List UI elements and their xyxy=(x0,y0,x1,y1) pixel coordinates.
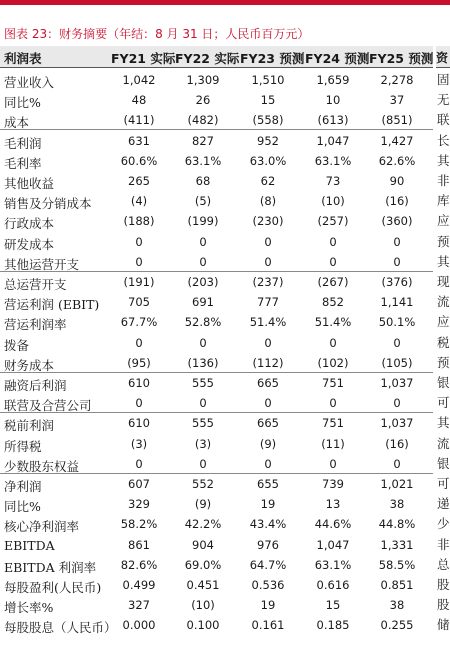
table-cell: 38 xyxy=(389,497,405,512)
table-cell: 15 xyxy=(325,598,341,613)
row-label: 同比% xyxy=(4,499,41,515)
adjacent-table-cell: 非 xyxy=(437,536,450,552)
table-cell: 63.1% xyxy=(314,153,352,168)
table-cell: 38 xyxy=(389,598,405,613)
table-cell: 0 xyxy=(135,335,143,350)
row-label: 研发成本 xyxy=(4,236,55,252)
table-row xyxy=(0,211,433,231)
table-cell: (10) xyxy=(321,194,345,209)
adjacent-table-cell: 流 xyxy=(437,435,450,451)
table-cell: 43.4% xyxy=(249,517,287,532)
table-cell: 51.4% xyxy=(249,315,287,330)
table-cell: 48 xyxy=(131,93,147,108)
table-cell: 1,047 xyxy=(316,537,350,552)
table-row xyxy=(0,232,433,252)
row-label: 净利润 xyxy=(4,479,42,494)
table-cell: 0 xyxy=(199,234,207,249)
table-row xyxy=(0,90,433,110)
row-label: 其他收益 xyxy=(4,176,55,191)
table-cell: (411) xyxy=(123,113,155,128)
table-cell: (16) xyxy=(385,436,409,451)
table-cell: (237) xyxy=(252,275,284,289)
table-cell: 19 xyxy=(260,497,276,512)
table-cell: 0.161 xyxy=(251,618,285,633)
row-label: 联营及合营公司 xyxy=(4,398,92,414)
row-label: 成本 xyxy=(4,115,30,131)
table-cell: 51.4% xyxy=(314,315,352,330)
row-label: 融资后利润 xyxy=(4,378,67,393)
table-cell: 1,047 xyxy=(316,133,350,148)
column-header: FY25 预测 xyxy=(369,51,434,66)
table-cell: 852 xyxy=(322,295,344,310)
table-cell: 0 xyxy=(329,396,337,411)
table-cell: 607 xyxy=(128,477,150,491)
table-cell: 705 xyxy=(128,295,150,310)
table-cell: (191) xyxy=(123,275,155,289)
table-cell: 861 xyxy=(128,537,150,552)
column-header: FY21 实际 xyxy=(111,51,176,66)
table-cell: 610 xyxy=(128,416,150,431)
adjacent-table-cell: 联 xyxy=(437,112,450,128)
table-cell: 0 xyxy=(135,254,143,269)
row-label: 财务成本 xyxy=(4,357,55,373)
adjacent-table-header: 资 xyxy=(436,46,450,68)
adjacent-table-cell: 税 xyxy=(437,334,450,350)
table-cell: 0.451 xyxy=(186,578,220,592)
table-cell: 15 xyxy=(260,93,276,108)
table-cell: (188) xyxy=(123,214,155,229)
table-cell: 10 xyxy=(325,93,341,108)
table-cell: 73 xyxy=(325,174,341,188)
table-cell: 90 xyxy=(389,174,405,188)
row-label: EBITDA xyxy=(4,537,55,553)
adjacent-table-cell: 库 xyxy=(437,193,450,209)
table-cell: 265 xyxy=(128,174,150,188)
adjacent-table-cell: 无 xyxy=(437,92,450,108)
table-cell: (376) xyxy=(381,275,413,289)
row-label: 税前利润 xyxy=(4,418,55,434)
table-cell: (102) xyxy=(317,355,349,370)
table-cell: 655 xyxy=(257,477,279,491)
table-row xyxy=(0,514,433,534)
table-cell: 0 xyxy=(135,234,143,249)
adjacent-table-cell: 长 xyxy=(437,132,450,148)
table-cell: 1,309 xyxy=(186,73,220,87)
adjacent-table-cell: 储 xyxy=(437,617,450,633)
table-cell: (482) xyxy=(187,113,219,128)
table-cell: 63.0% xyxy=(249,153,287,168)
table-cell: 82.6% xyxy=(120,557,158,572)
table-cell: 44.8% xyxy=(378,517,416,532)
row-label: 拨备 xyxy=(4,337,30,353)
table-cell: (558) xyxy=(252,113,284,128)
row-label: 核心净利润率 xyxy=(4,519,80,535)
table-cell: 0.255 xyxy=(380,618,414,633)
table-cell: 1,659 xyxy=(316,73,350,87)
table-cell: (360) xyxy=(381,214,413,229)
table-cell: 1,510 xyxy=(251,73,285,87)
table-row xyxy=(0,494,433,514)
table-cell: 0 xyxy=(393,254,401,269)
table-cell: (257) xyxy=(317,214,349,229)
table-cell: (9) xyxy=(194,497,212,512)
adjacent-table-cell: 可 xyxy=(437,395,450,411)
adjacent-table-column xyxy=(436,46,450,646)
row-label: 所得税 xyxy=(4,438,42,454)
table-cell: 0.185 xyxy=(316,618,350,633)
adjacent-table-cell: 股 xyxy=(437,577,450,592)
table-cell: 631 xyxy=(128,133,150,148)
adjacent-table-cell: 其 xyxy=(437,415,450,431)
table-cell: 552 xyxy=(192,477,214,491)
table-cell: 0 xyxy=(135,396,143,411)
table-cell: (105) xyxy=(381,355,413,370)
table-cell: 327 xyxy=(128,598,150,613)
table-cell: 610 xyxy=(128,376,150,390)
table-cell: 1,141 xyxy=(380,295,414,310)
table-row xyxy=(0,272,433,292)
table-cell: (230) xyxy=(252,214,284,229)
table-cell: 0 xyxy=(329,234,337,249)
table-cell: (613) xyxy=(317,113,349,128)
table-cell: (3) xyxy=(130,436,148,451)
table-cell: 1,037 xyxy=(380,376,414,390)
table-row xyxy=(0,110,433,130)
table-row xyxy=(0,595,433,615)
row-label: 其他运营开支 xyxy=(4,256,80,272)
table-row xyxy=(0,474,433,494)
table-row xyxy=(0,333,433,353)
table-cell: 60.6% xyxy=(120,153,158,168)
adjacent-table-cell: 股 xyxy=(437,597,450,613)
table-cell: 751 xyxy=(322,376,344,390)
table-row xyxy=(0,252,433,272)
row-label: 营业收入 xyxy=(4,75,55,90)
adjacent-table-cell: 固 xyxy=(437,72,450,87)
table-cell: 329 xyxy=(128,497,150,512)
table-cell: (16) xyxy=(385,194,409,209)
table-cell: 1,037 xyxy=(380,416,414,431)
adjacent-table-cell: 其 xyxy=(437,152,450,168)
adjacent-table-cell: 流 xyxy=(437,294,450,310)
table-cell: 0 xyxy=(264,456,272,471)
table-row xyxy=(0,353,433,373)
table-cell: 37 xyxy=(389,93,405,108)
table-cell: 751 xyxy=(322,416,344,431)
row-label: 销售及分销成本 xyxy=(4,196,92,212)
table-row xyxy=(0,70,433,90)
table-row xyxy=(0,454,433,474)
row-label: 毛利率 xyxy=(4,155,42,171)
top-accent-rule xyxy=(0,0,450,5)
table-cell: 0 xyxy=(135,456,143,471)
adjacent-table-cell: 应 xyxy=(437,213,450,229)
table-cell: 0 xyxy=(329,254,337,269)
row-label: 营运利润 (EBIT) xyxy=(4,297,100,313)
table-cell: (4) xyxy=(130,194,148,209)
table-cell: 0 xyxy=(264,396,272,411)
table-cell: (136) xyxy=(187,355,219,370)
table-cell: 63.1% xyxy=(314,557,352,572)
table-cell: 58.5% xyxy=(378,557,416,572)
table-cell: 0.851 xyxy=(380,578,414,592)
table-cell: 0 xyxy=(264,234,272,249)
table-cell: 1,427 xyxy=(380,133,414,148)
table-cell: 0.100 xyxy=(186,618,220,633)
table-row xyxy=(0,191,433,211)
row-label: 少数股东权益 xyxy=(4,458,80,474)
table-cell: 67.7% xyxy=(120,315,158,330)
table-cell: 904 xyxy=(192,537,214,552)
adjacent-table-cell: 少 xyxy=(437,516,450,532)
row-label: 增长率% xyxy=(4,600,54,616)
table-cell: 555 xyxy=(192,416,214,431)
adjacent-table-cell: 其 xyxy=(437,253,450,269)
adjacent-table-cell: 应 xyxy=(437,314,450,330)
table-cell: 62 xyxy=(260,174,276,188)
table-cell: (851) xyxy=(381,113,413,128)
table-cell: 26 xyxy=(195,93,211,108)
table-cell: 665 xyxy=(257,416,279,431)
table-cell: 68 xyxy=(195,174,211,188)
row-label: 每股股息（人民币） xyxy=(4,620,117,636)
table-cell: 0 xyxy=(199,254,207,269)
table-cell: (203) xyxy=(187,275,219,289)
table-cell: 0.499 xyxy=(122,578,156,592)
table-row xyxy=(0,292,433,312)
table-cell: 64.7% xyxy=(249,557,287,572)
table-cell: (5) xyxy=(194,194,212,209)
table-cell: 0 xyxy=(329,456,337,471)
table-cell: 0 xyxy=(199,456,207,471)
table-cell: 0 xyxy=(393,234,401,249)
adjacent-table-cell: 预 xyxy=(437,233,450,249)
table-cell: 58.2% xyxy=(120,517,158,532)
table-cell: 827 xyxy=(192,133,214,148)
table-row xyxy=(0,575,433,595)
adjacent-table-cell: 总 xyxy=(437,556,450,572)
row-label: 总运营开支 xyxy=(4,277,67,292)
table-cell: 1,021 xyxy=(380,477,414,491)
table-row xyxy=(0,434,433,454)
table-cell: 0.000 xyxy=(122,618,156,633)
table-cell: 0.536 xyxy=(251,578,285,592)
table-cell: 555 xyxy=(192,376,214,390)
row-label: 毛利润 xyxy=(4,135,42,151)
adjacent-table-cell: 银 xyxy=(437,375,450,390)
table-cell: 0 xyxy=(199,396,207,411)
table-cell: 0 xyxy=(199,335,207,350)
row-label: 每股盈利(人民币) xyxy=(4,580,102,595)
table-cell: 0 xyxy=(393,456,401,471)
table-cell: (199) xyxy=(187,214,219,229)
table-row xyxy=(0,131,433,151)
table-cell: 0.616 xyxy=(316,578,350,592)
table-cell: 19 xyxy=(260,598,276,613)
table-cell: (11) xyxy=(321,436,345,451)
table-cell: 13 xyxy=(325,497,341,512)
table-cell: 665 xyxy=(257,376,279,390)
table-cell: 777 xyxy=(257,295,279,310)
table-cell: 2,278 xyxy=(380,73,414,87)
table-row xyxy=(0,151,433,171)
table-row xyxy=(0,171,433,191)
adjacent-table-cell: 预 xyxy=(437,354,450,370)
table-row xyxy=(0,535,433,555)
table-cell: 0 xyxy=(264,335,272,350)
table-cell: 44.6% xyxy=(314,517,352,532)
table-cell: 62.6% xyxy=(378,153,416,168)
table-cell: 0 xyxy=(393,396,401,411)
table-cell: 50.1% xyxy=(378,315,416,330)
adjacent-table-cell: 递 xyxy=(437,496,450,512)
table-cell: (8) xyxy=(259,194,277,209)
figure-title: 图表 23：财务摘要（年结：8 月 31 日；人民币百万元） xyxy=(4,27,310,41)
column-header: FY22 实际 xyxy=(175,51,240,66)
table-cell: 976 xyxy=(257,537,279,552)
table-row xyxy=(0,373,433,393)
column-header: FY24 预测 xyxy=(305,51,370,66)
table-row xyxy=(0,555,433,575)
table-cell: (95) xyxy=(127,355,151,370)
adjacent-table-cell: 银 xyxy=(437,455,450,471)
row-label: 同比% xyxy=(4,95,41,111)
table-header-label: 利润表 xyxy=(4,51,42,66)
table-cell: 691 xyxy=(192,295,214,310)
table-row xyxy=(0,393,433,413)
row-label: 营运利润率 xyxy=(4,317,67,333)
table-cell: 1,042 xyxy=(122,73,156,87)
table-cell: (9) xyxy=(259,436,277,451)
table-row xyxy=(0,312,433,332)
adjacent-table-cell: 非 xyxy=(437,173,450,188)
table-cell: 63.1% xyxy=(184,153,222,168)
table-cell: (112) xyxy=(252,355,284,370)
adjacent-table-cell: 现 xyxy=(437,274,450,289)
table-cell: (10) xyxy=(191,598,215,613)
column-header: FY23 预测 xyxy=(240,51,305,66)
table-cell: 739 xyxy=(322,477,344,491)
table-cell: 952 xyxy=(257,133,279,148)
table-cell: (3) xyxy=(194,436,212,451)
row-label: EBITDA 利润率 xyxy=(4,559,97,575)
table-cell: 69.0% xyxy=(184,557,222,572)
table-cell: 42.2% xyxy=(184,517,222,532)
table-cell: 0 xyxy=(329,335,337,350)
table-cell: 1,331 xyxy=(380,537,414,552)
table-cell: 0 xyxy=(393,335,401,350)
table-row xyxy=(0,615,433,635)
table-cell: 0 xyxy=(264,254,272,269)
row-label: 行政成本 xyxy=(4,216,55,232)
table-row xyxy=(0,413,433,433)
adjacent-table-cell: 可 xyxy=(437,476,450,491)
table-cell: (267) xyxy=(317,275,349,289)
table-cell: 52.8% xyxy=(184,315,222,330)
